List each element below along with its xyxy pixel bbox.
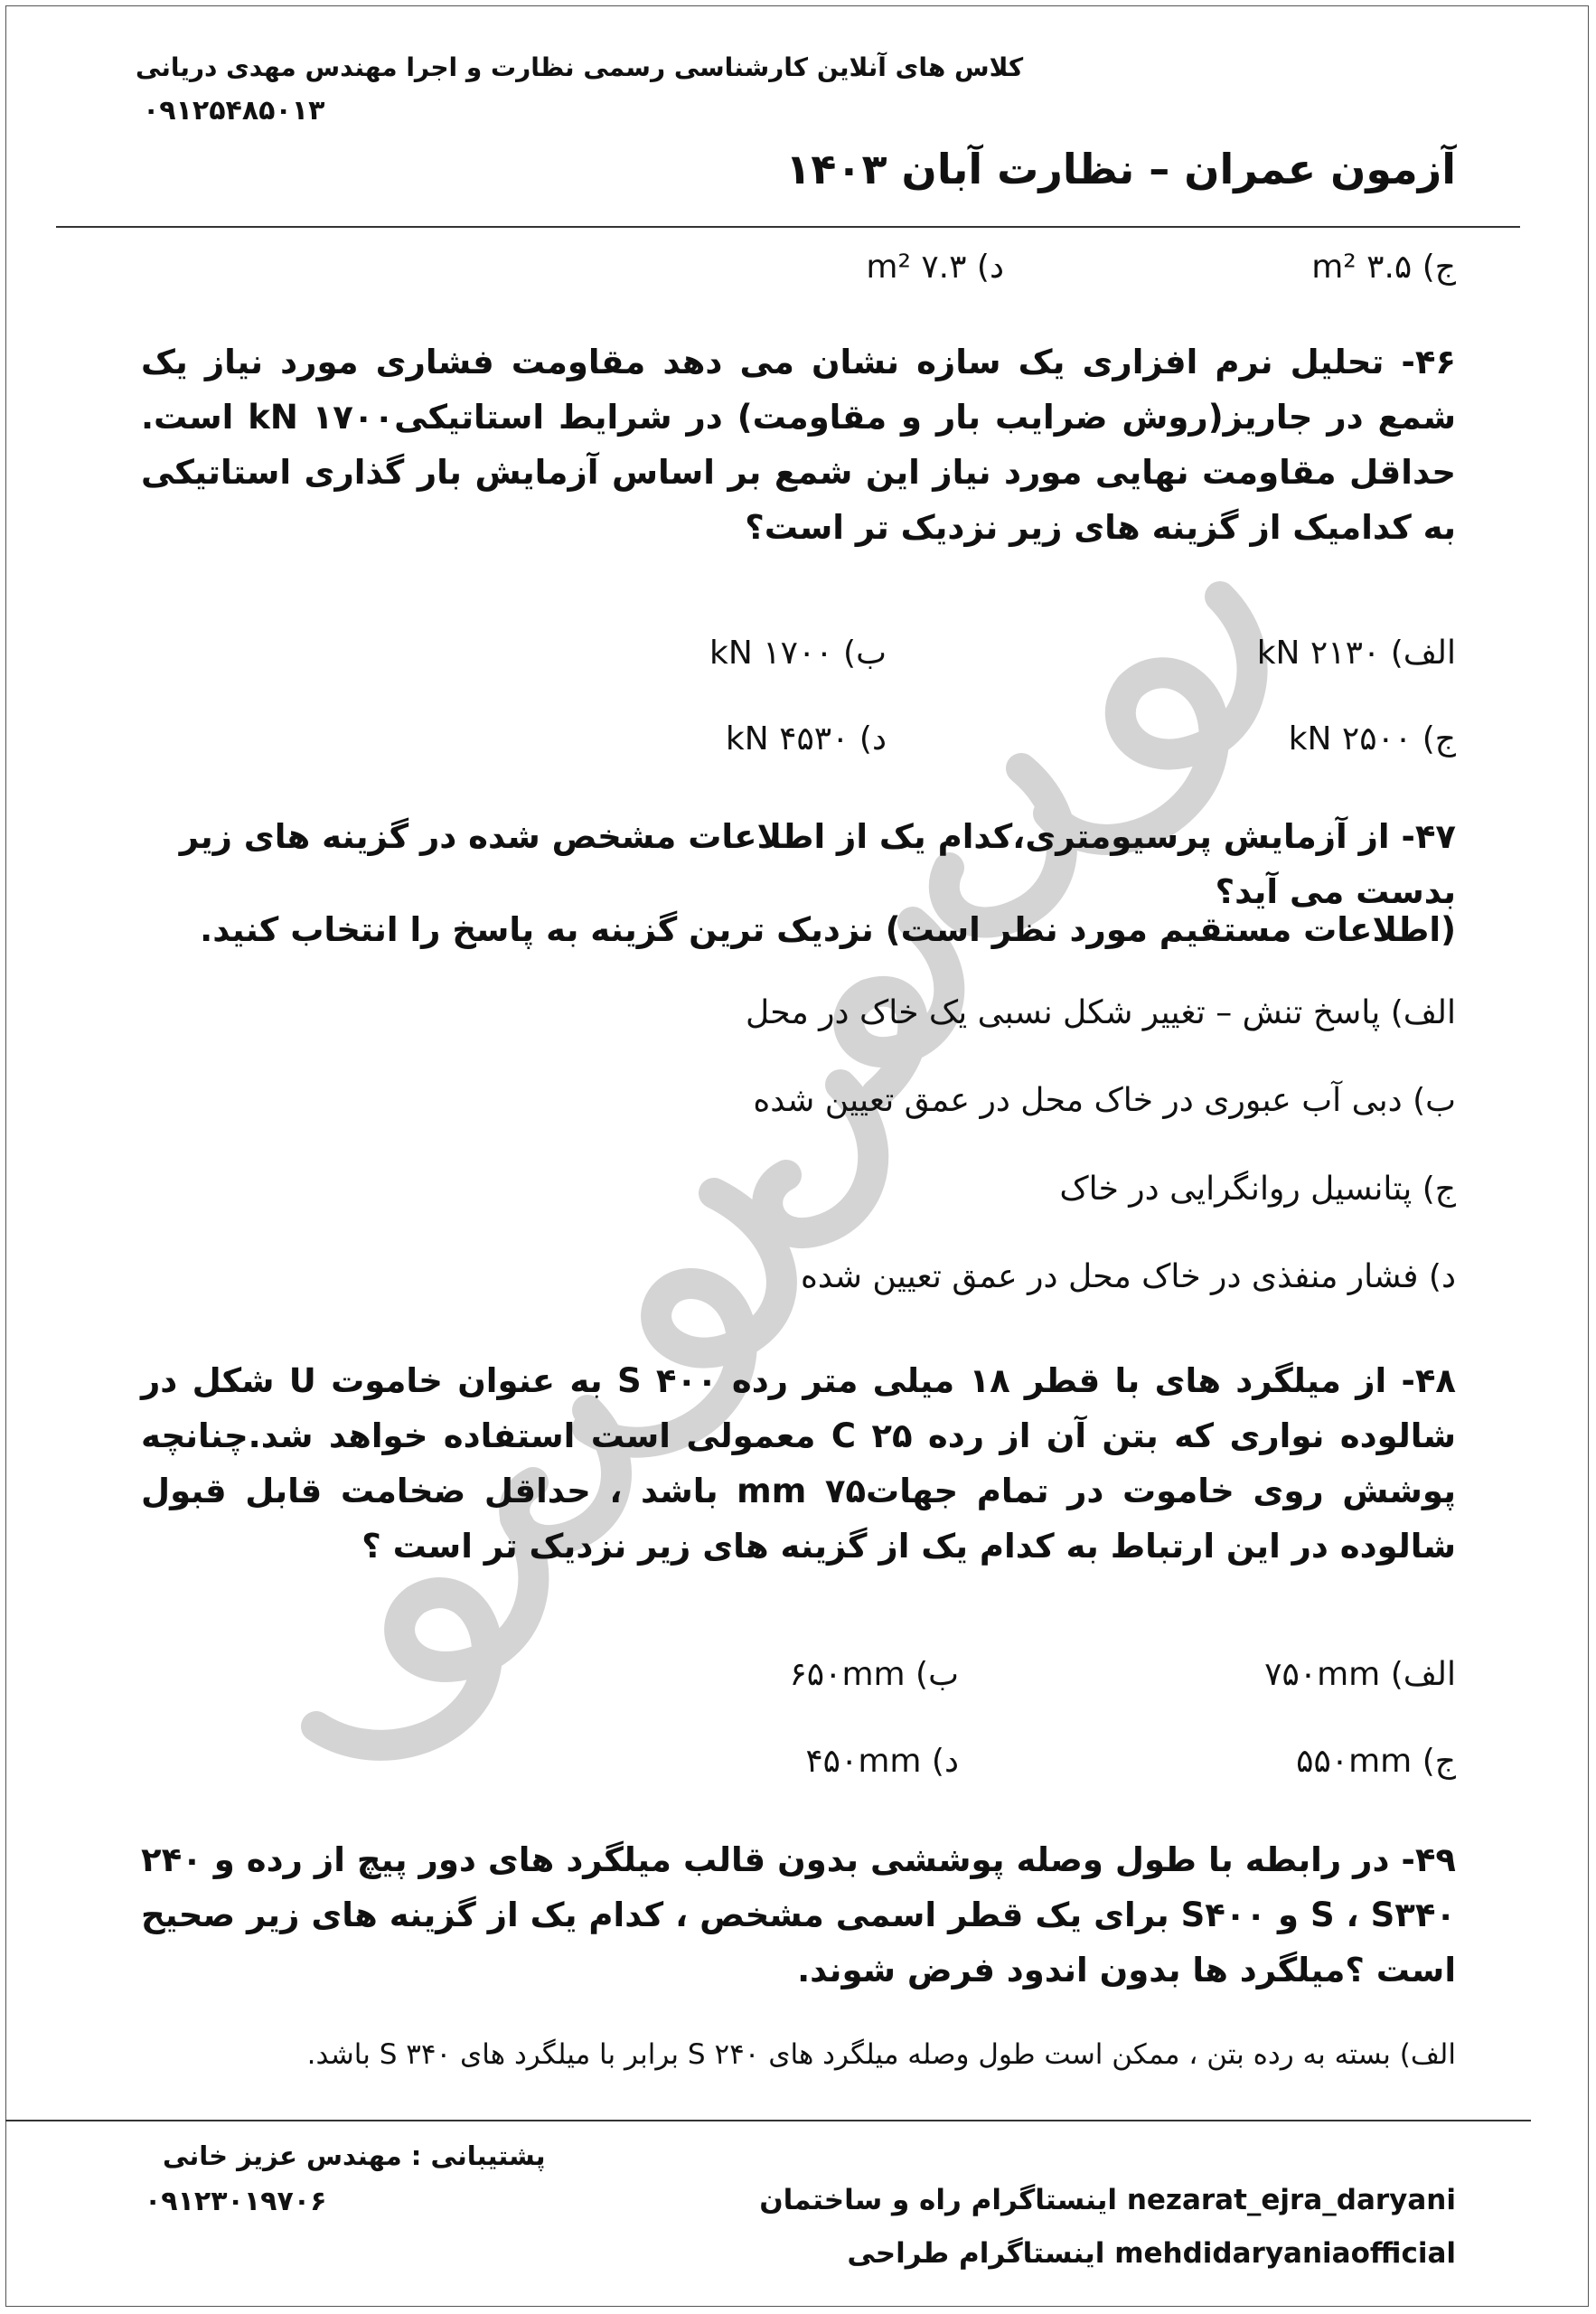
question-47-text-2: (اطلاعات مستقیم مورد نظر است) نزدیک ترین گزینه به پاسخ را انتخاب کنید. xyxy=(200,910,1456,949)
question-47-option-d: د) فشار منفذی در خاک محل در عمق تعیین شده xyxy=(801,1258,1456,1295)
prev-option-c: ج) ۳.۵ m² xyxy=(1311,249,1456,286)
question-46-option-c: ج) ۲۵۰۰ kN xyxy=(1288,720,1456,757)
question-47-option-c: ج) پتانسیل روانگرایی در خاک xyxy=(1059,1171,1456,1208)
prev-option-d: د) ۷.۳ m² xyxy=(866,249,1004,286)
question-47-text: ۴۷- از آزمایش پرسیومتری،کدام یک از اطلاعات مشخص شده در گزینه های زیر بدست می آید؟ xyxy=(179,817,1456,911)
header-divider xyxy=(56,226,1520,228)
question-49-text: ۴۹- در رابطه با طول وصله پوششی بدون قالب میلگرد های دور پیچ از رده و ۲۴۰ S ، S۳۴۰ و S۴۰۰ برای یک قطر اسمی مشخص ، کدام یک از گزینه های زیر صحیح است ؟میلگرد ها بدون اندود فرض شوند. xyxy=(141,1840,1456,1989)
question-48-option-c: ج) ۵۵۰mm xyxy=(1296,1743,1456,1780)
footer-support: پشتیبانی : مهندس عزیز خانی xyxy=(163,2140,546,2171)
question-46-option-b: ب) ۱۷۰۰ kN xyxy=(709,635,887,672)
question-48-option-d: د) ۴۵۰mm xyxy=(805,1743,959,1780)
footer-phone: ۰۹۱۲۳۰۱۹۷۰۶ xyxy=(145,2186,327,2217)
question-46-text: ۴۶- تحلیل نرم افزاری یک سازه نشان می دهد مقاومت فشاری مورد نیاز یک شمع در جاریز(روش ضرایب بار و مقاومت) در شرایط استاتیکی۱۷۰۰ kN است. حداقل مقاومت نهایی مورد نیاز این شمع بر اساس آزمایش بار گذاری استاتیکی به کدامیک از گزینه های زیر نزدیک تر است؟ xyxy=(141,343,1456,547)
question-49-option-a: الف) بسته به رده بتن ، ممکن است طول وصله میلگرد های ۲۴۰ S برابر با میلگرد های ۳۴۰ S باشد. xyxy=(306,2038,1456,2071)
question-48-option-b: ب) ۶۵۰mm xyxy=(789,1656,959,1693)
footer-instagram-construction: nezarat_ejra_daryani اینستاگرام راه و ساختمان xyxy=(759,2184,1456,2216)
footer-divider xyxy=(5,2120,1531,2121)
exam-title: آزمون عمران – نظارت آبان ۱۴۰۳ xyxy=(785,145,1456,193)
question-48-option-a: الف) ۷۵۰mm xyxy=(1264,1656,1456,1693)
question-46-option-a: الف) ۲۱۳۰ kN xyxy=(1256,635,1456,672)
header-phone: ۰۹۱۲۵۴۸۵۰۱۳ xyxy=(143,95,325,127)
question-48-text: ۴۸- از میلگرد های با قطر ۱۸ میلی متر رده ۴۰۰ S به عنوان خاموت U شکل در شالوده نواری که بتن آن از رده ۲۵ C معمولی است استفاده خواهد شد.چنانچه پوشش روی خاموت در تمام جهات۷۵ mm باشد ، حداقل ضخامت قابل قبول شالوده در این ارتباط به کدام یک از گزینه های زیر نزدیک تر است ؟ xyxy=(141,1361,1457,1566)
question-47-option-b: ب) دبی آب عبوری در خاک محل در عمق تعیین شده xyxy=(753,1082,1456,1119)
question-46-option-d: د) ۴۵۳۰ kN xyxy=(725,720,887,757)
header-class-line: کلاس های آنلاین کارشناسی رسمی نظارت و اجرا مهندس مهدی دریانی xyxy=(136,52,1024,82)
footer-instagram-design: mehdidaryaniaofficial اینستاگرام طراحی xyxy=(847,2237,1456,2270)
question-47-option-a: الف) پاسخ تنش – تغییر شکل نسبی یک خاک در محل xyxy=(745,994,1456,1031)
